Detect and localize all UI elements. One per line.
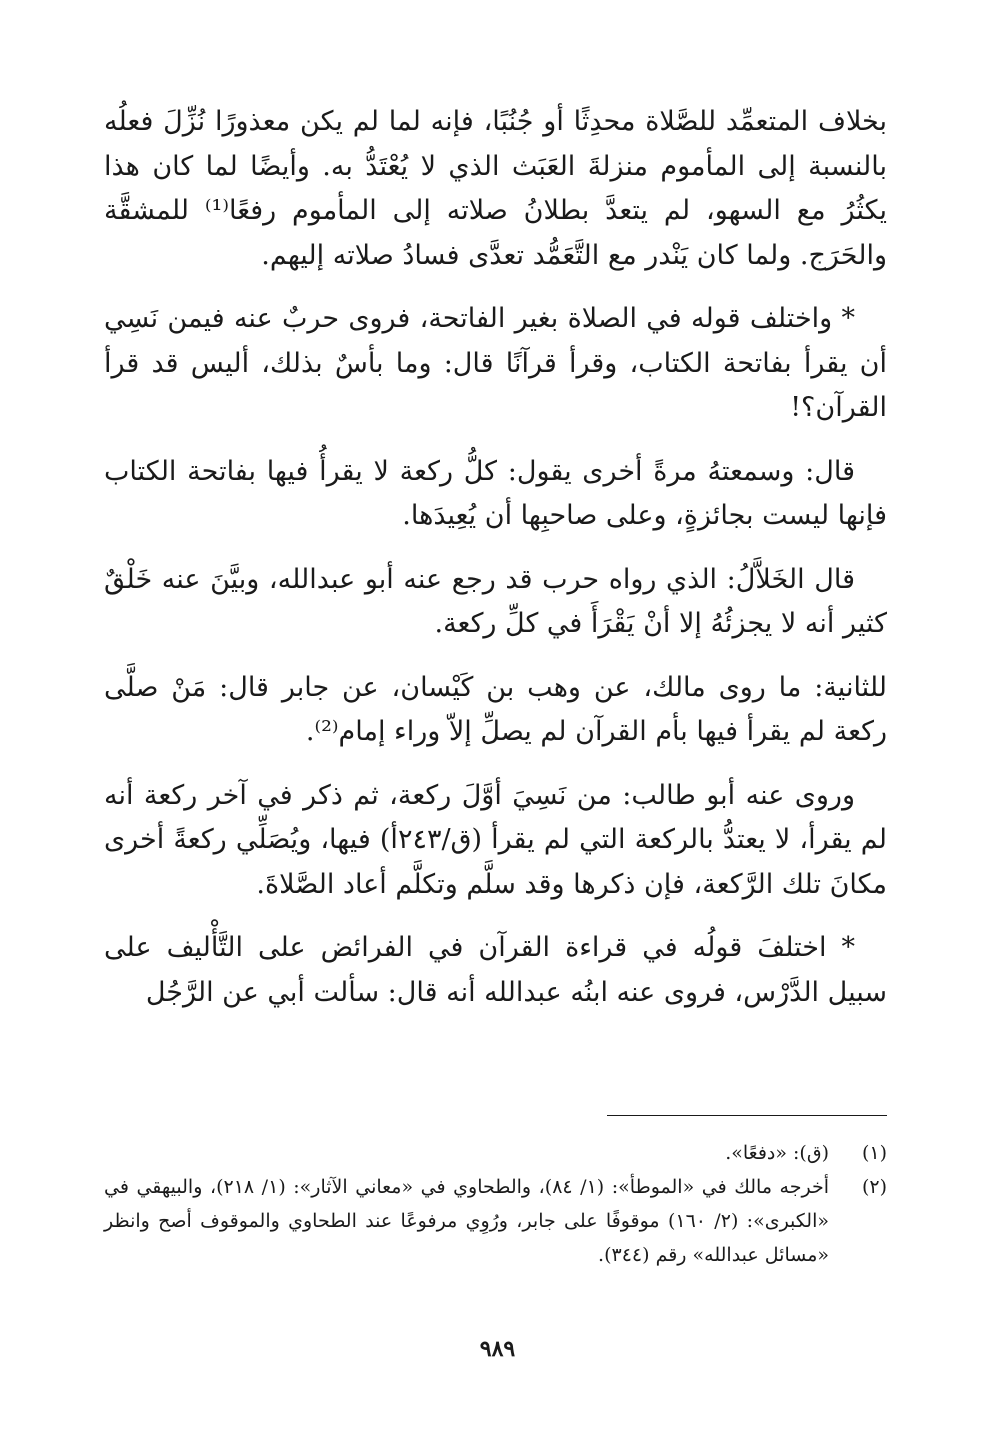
paragraph-5: للثانية: ما روى مالك، عن وهب بن كَيْسان، عن جابر قال: مَنْ صلَّى ركعة لم يقرأ فيها بأم القرآن لم يصلِّ إلاّ وراء إمام⁽²⁾.: [104, 671, 887, 747]
footnote-1: [104, 1136, 887, 1170]
paragraph-1: بخلاف المتعمِّد للصَّلاة محدِثًا أو جُنُبًا، فإنه لما لم يكن معذورًا نُزِّلَ فعلُه بالنسبة إلى المأموم منزلةَ العَبَث الذي لا يُعْتَدُّ به. وأيضًا لما كان هذا يكثُرُ مع السهو، لم يتعدَّ بطلانُ صلاته إلى المأموم رفعًا⁽¹⁾ للمشقَّة والحَرَج. ولما كان يَنْدر مع التَّعَمُّد تعدَّى فسادُ صلاته إليهم.: [104, 106, 887, 271]
main-text-body: [104, 100, 887, 1034]
footnote-text: أخرجه مالك في «الموطأ»: (١/ ٨٤)، والطحاوي في «معاني الآثار»: (١/ ٢١٨)، والبيهقي في «الكبرى»: (٢/ ١٦٠) موقوفًا على جابر، ورُوِي مرفوعًا عند الطحاوي والموقوف أصح وانظر «مسائل عبدالله» رقم (٣٤٤).: [104, 1176, 829, 1266]
footnote-divider: [607, 1115, 887, 1116]
footnote-text: (ق): «دفعًا».: [725, 1142, 829, 1164]
footnote-number: (٢): [861, 1176, 887, 1198]
paragraph-2: * واختلف قوله في الصلاة بغير الفاتحة، فروى حربٌ عنه فيمن نَسِي أن يقرأ بفاتحة الكتاب، وقرأ قرآنًا قال: وما بأسٌ بذلك، أليس قد قرأ القرآن؟!: [104, 303, 887, 423]
paragraph-3: قال: وسمعتهُ مرةً أخرى يقول: كلُّ ركعة لا يقرأُ فيها بفاتحة الكتاب فإنها ليست بجائزةٍ، وعلى صاحبِها أن يُعِيدَها.: [104, 455, 887, 531]
page-number: ٩٨٩: [479, 1336, 516, 1362]
footnote-2: [104, 1170, 887, 1272]
footnote-number: (١): [861, 1142, 887, 1164]
paragraph-6: وروى عنه أبو طالب: من نَسِيَ أوَّلَ ركعة، ثم ذكر في آخر ركعة أنه لم يقرأ، لا يعتدُّ بالركعة التي لم يقرأ (ق/٢٤٣أ) فيها، ويُصَلِّي ركعةً أخرى مكانَ تلك الرَّكعة، فإن ذكرها وقد سلَّم وتكلَّم أعاد الصَّلاةَ.: [104, 779, 887, 900]
paragraph-4: قال الخَلاَّلُ: الذي رواه حرب قد رجع عنه أبو عبدالله، وبيَّنَ عنه خَلْقٌ كثير أنه لا يجزئُهُ إلا أنْ يَقْرَأَ في كلِّ ركعة.: [104, 563, 887, 639]
footnotes: [104, 1136, 887, 1272]
paragraph-7: * اختلفَ قولُه في قراءة القرآن في الفرائض على التَّأْليف على سبيل الدَّرْس، فروى عنه ابنُه عبدالله أنه قال: سألت أبي عن الرَّجُل: [104, 932, 887, 1008]
